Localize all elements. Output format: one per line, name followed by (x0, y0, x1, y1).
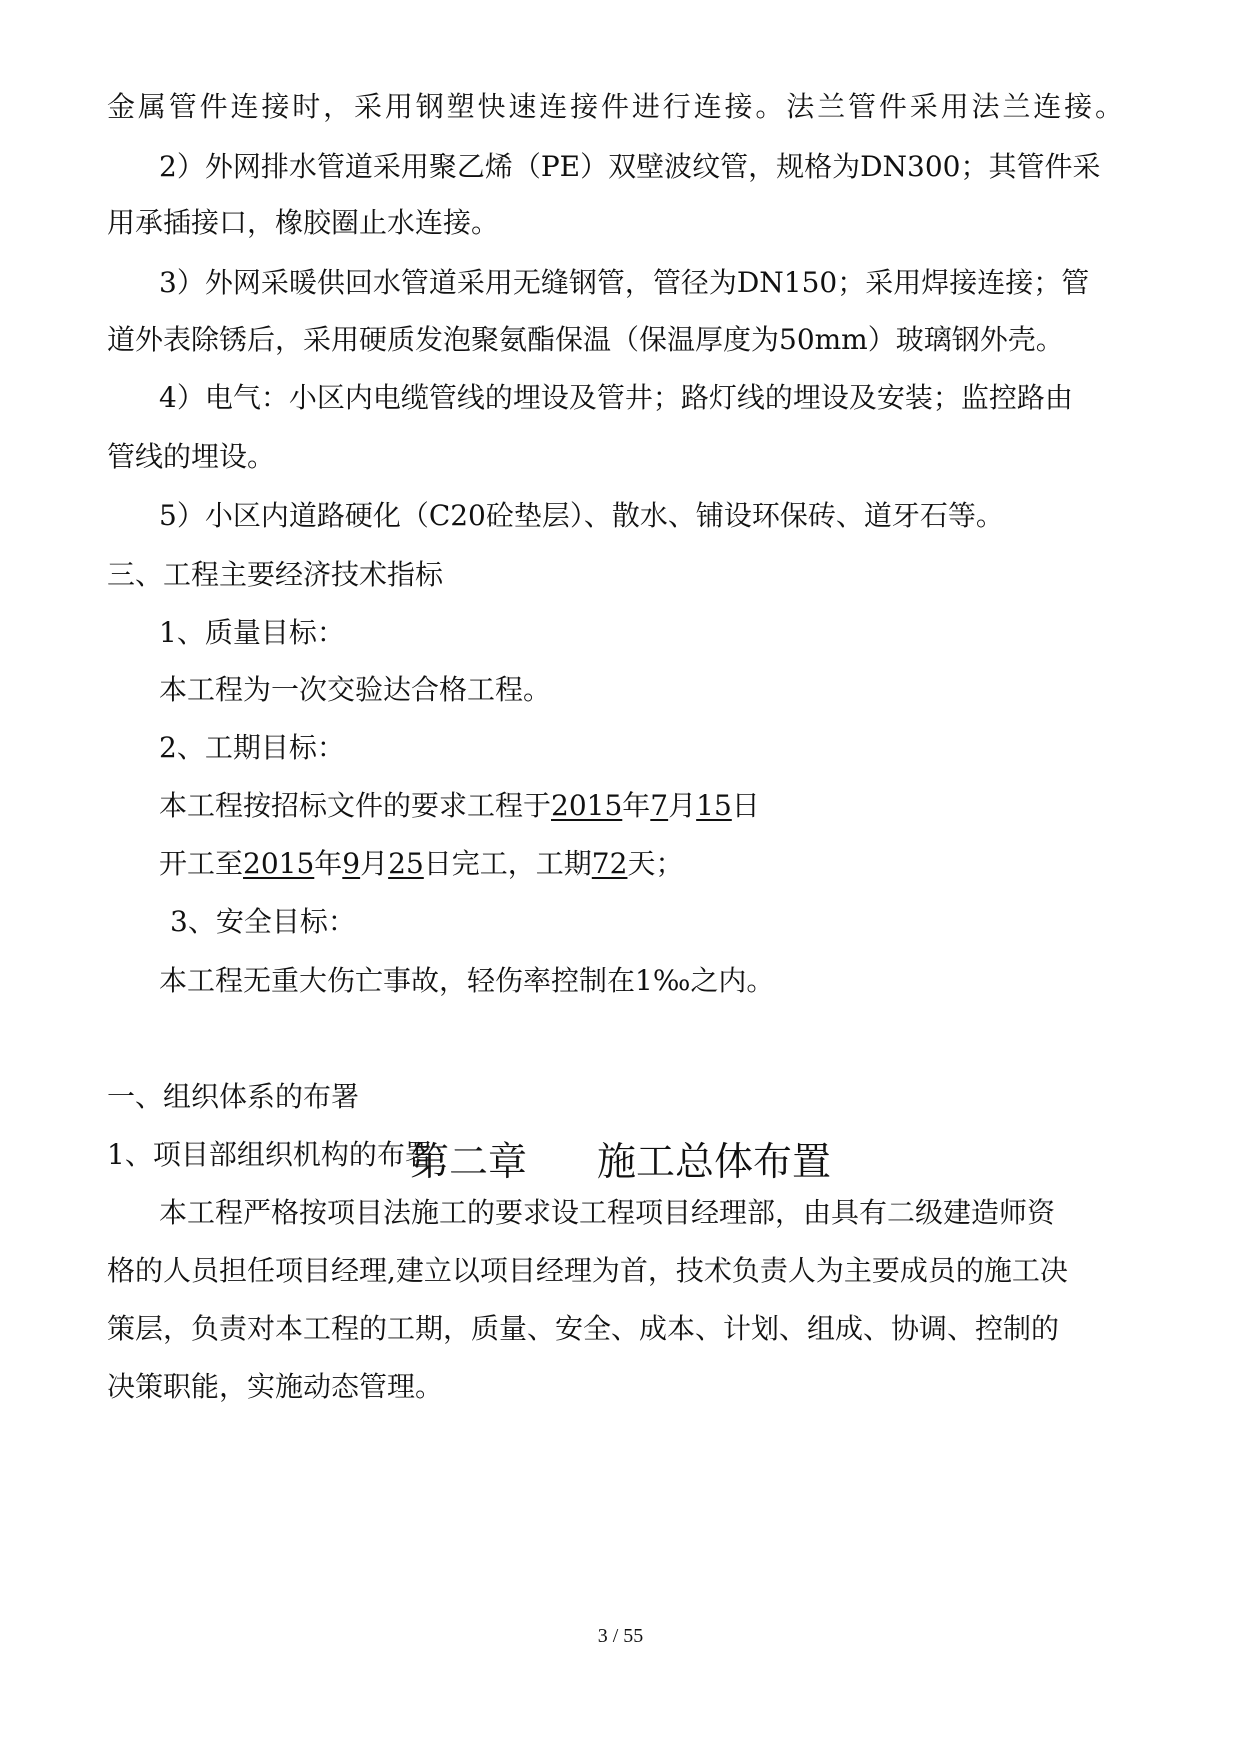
section-heading: 三、工程主要经济技术指标 (107, 558, 444, 591)
paragraph-line: 2）外网排水管道采用聚乙烯（PE）双壁波纹管，规格为DN300；其管件采 (159, 150, 1101, 183)
paragraph-line: 用承插接口，橡胶圈止水连接。 (107, 206, 500, 239)
paragraph-line: 策层，负责对本工程的工期，质量、安全、成本、计划、组成、协调、控制的 (107, 1312, 1060, 1345)
end-day: 25 (388, 847, 424, 880)
subsection-heading: 3、安全目标： (170, 905, 356, 938)
end-suffix: 天； (627, 847, 684, 880)
paragraph-line: 本工程为一次交验达合格工程。 (159, 673, 552, 706)
paragraph-line: 决策职能，实施动态管理。 (107, 1370, 444, 1403)
paragraph-line: 本工程严格按项目法施工的要求设工程项目经理部，由具有二级建造师资 (159, 1196, 1056, 1229)
subsection-heading: 1、项目部组织机构的布署 (107, 1138, 433, 1171)
paragraph-line: 金属管件连接时，采用钢塑快速连接件进行连接。法兰管件采用法兰连接。 (107, 90, 1123, 123)
subsection-heading: 1、质量目标： (159, 616, 345, 649)
paragraph-line: 5）小区内道路硬化（C20砼垫层）、散水、铺设环保砖、道牙石等。 (159, 499, 1004, 532)
month-char: 月 (360, 847, 389, 880)
end-year: 2015 (243, 847, 315, 880)
year-char: 年 (314, 847, 343, 880)
start-day: 15 (696, 789, 732, 822)
section-heading: 一、组织体系的布署 (107, 1080, 360, 1113)
paragraph-line: 4）电气：小区内电缆管线的埋设及管井；路灯线的埋设及安装；监控路由 (159, 381, 1073, 414)
start-year: 2015 (551, 789, 623, 822)
end-month: 9 (342, 847, 361, 880)
paragraph-line: 3）外网采暖供回水管道采用无缝钢管，管径为DN150；采用焊接连接；管 (159, 266, 1090, 299)
schedule-start-prefix: 本工程按招标文件的要求工程于 (159, 789, 552, 822)
chapter-title: 施工总体布置 (597, 1140, 832, 1185)
year-char: 年 (622, 789, 651, 822)
end-suffix: 日完工，工期 (423, 847, 592, 880)
schedule-end-line (159, 844, 683, 884)
schedule-start-line (159, 786, 760, 826)
schedule-end-prefix: 开工至 (159, 847, 244, 880)
page-number: 3 / 55 (597, 1625, 644, 1647)
duration: 72 (591, 847, 628, 880)
subsection-heading: 2、工期目标： (159, 731, 345, 764)
paragraph-line: 格的人员担任项目经理,建立以项目经理为首，技术负责人为主要成员的施工决 (107, 1254, 1068, 1287)
chapter-number: 第二章 (409, 1140, 527, 1185)
month-char: 月 (668, 789, 697, 822)
paragraph-line: 管线的埋设。 (107, 440, 276, 473)
day-char: 日 (731, 789, 760, 822)
start-month: 7 (650, 789, 669, 822)
paragraph-line: 道外表除锈后，采用硬质发泡聚氨酯保温（保温厚度为50mm）玻璃钢外壳。 (107, 323, 1064, 356)
paragraph-line: 本工程无重大伤亡事故，轻伤率控制在1‰之内。 (159, 964, 775, 997)
